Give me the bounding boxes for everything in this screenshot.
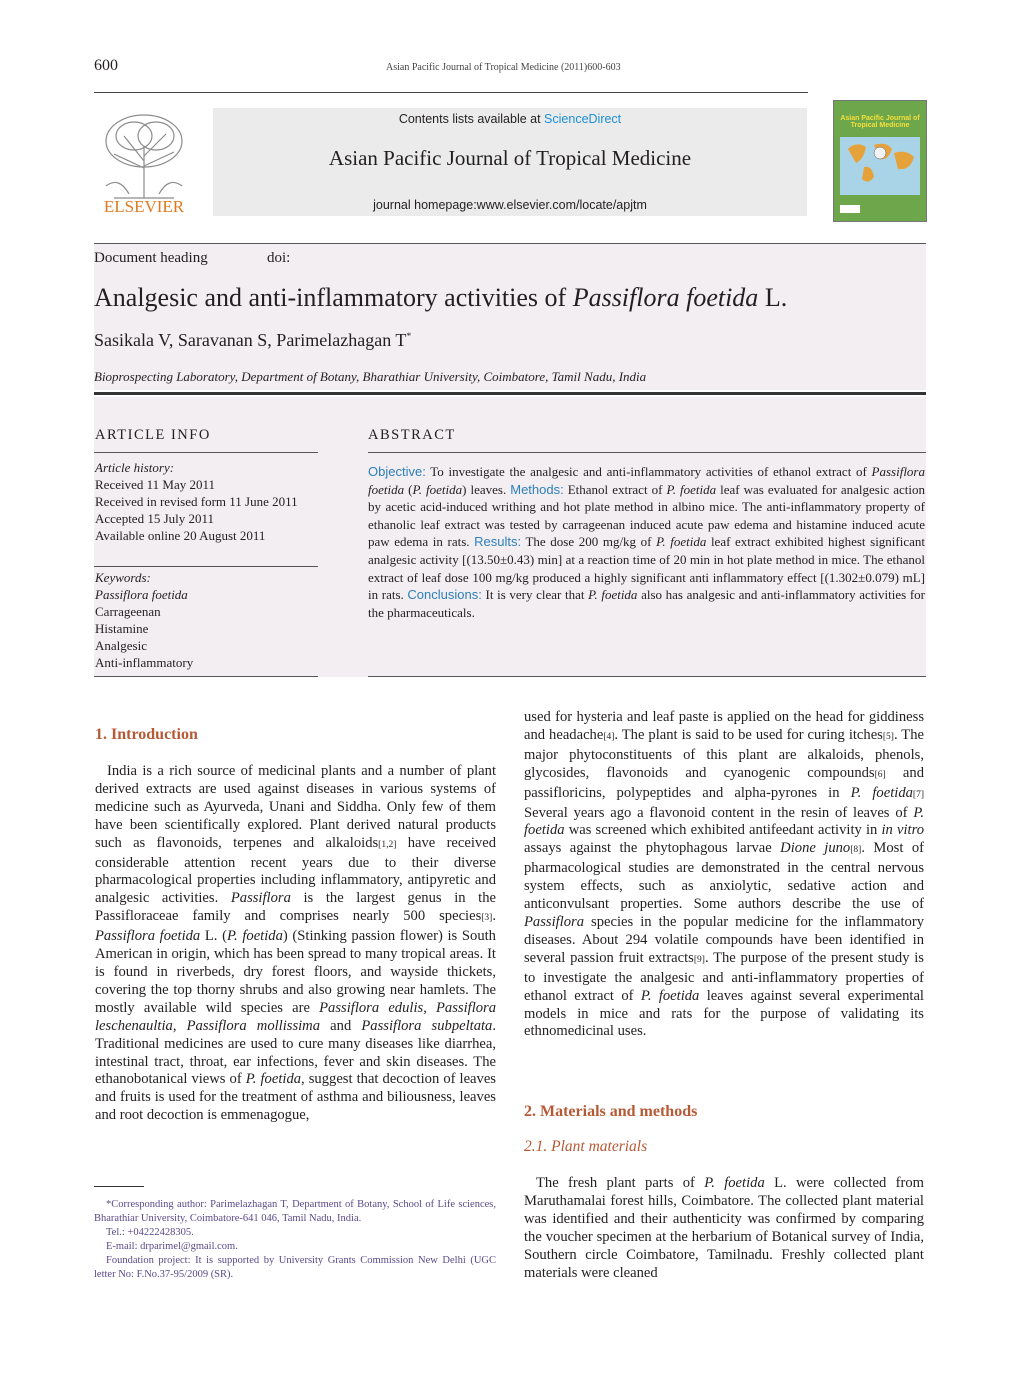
abstract-heading: ABSTRACT [368,427,456,443]
keyword: Carrageenan [95,604,161,619]
plant-materials-heading: 2.1. Plant materials [524,1138,648,1155]
title-rule [94,392,926,395]
journal-banner [213,108,807,216]
elsevier-logo [94,106,194,216]
abstract-text: Objective: To investigate the analgesic and anti-inflammatory activities of ethanol extract of Passiflora foetida (P. foetida) leaves. Methods: Ethanol extract of P. foetida leaf was evaluated for analgesic action by acetic acid-induced writhing and hot plate method in albino mice. The anti-inflammatory property of ethanolic leaf extract was tested by carrageenan induced acute paw edema and histamine induced acute paw edema in rats. Results: The dose 200 mg/kg of P. foetida leaf extract exhibited highest significant analgesic activity [(13.50±0.43) min] at a reaction time of 20 min in hot plate method in mice. The ethanol extract of leaf dose 100 mg/kg produced a highly significant anti inflammatory effect [(1.302±0.079) mL] in rats. Conclusions: It is very clear that P. foetida also has analgesic and anti-inflammatory activities for the pharmaceuticals. [368,464,926,620]
journal-cover-image [833,100,927,222]
corresponding-mark: * [406,332,412,342]
keywords: Keywords: Passiflora foetida Carrageenan Histamine Analgesic Anti-inflammatory [95,570,194,670]
abstract-rule [368,452,926,453]
email-note: E-mail: drparimel@gmail.com. [106,1241,238,1252]
introduction-heading: 1. Introduction [95,726,198,743]
tree-logo-icon [94,106,194,216]
journal-title: Asian Pacific Journal of Tropical Medicine [328,146,692,170]
introduction-text: India is a rich source of medicinal plants and a number of plant derived extracts are used against diseases in various systems of medicine such as Ayurveda, Unani and Siddha. Only few of them have been scientifically explored. Plant derived natural products such as flavonoids, terpenes and alkaloids[1,2] have received considerable attention recent years due to their diverse pharmacological properties including inflammatory, antipyretic and analgesic activities. Passiflora is the largest genus in the Passifloraceae family and comprises nearly 500 species[3]. Passiflora foetida L. (P. foetida) (Stinking passion flower) is South American in origin, which has been spread to many tropical areas. It is found in riverbeds, dry forest floors, and wayside thickets, covering the top thorny shrubs and also growing near hamlets. The mostly available wild species are Passiflora edulis, Passiflora leschenaultia, Passiflora mollissima and Passiflora subpeltata. Traditional medicines are used to cure many diseases like diarrhea, intestinal tract, throat, ear infections, fever and skin diseases. The ethanobotanical views of P. foetida, suggest that decoction of leaves and fruits is used for the treatment of asthma and biliousness, leaves and root decoction is emmenagogue, [95,763,497,1124]
footnotes [94,1198,496,1282]
article-info-heading: ARTICLE INFO [95,427,211,443]
article-history: Article history: Received 11 May 2011 Received in revised form 11 June 2011 Accepted 15 July 2011 Available online 20 August 2011 [95,460,298,543]
info-rule [94,676,318,677]
materials-methods-heading: 2. Materials and methods [524,1103,698,1120]
info-rule [94,452,318,453]
keyword: Passiflora foetida [95,587,188,602]
corresponding-author-note: *Corresponding author: Parimelazhagan T, Department of Botany, School of Life sciences, Bharathiar University, Coimbatore-641 046, Tamil Nadu, India. [94,1199,496,1224]
page-number: 600 [94,57,118,74]
doi-label: doi: [267,250,291,266]
article-title: Analgesic and anti-inflammatory activities of Passiflora foetida L. [94,283,788,312]
journal-homepage[interactable]: journal homepage:www.elsevier.com/locate/apjtm [373,198,647,212]
world-map-icon [834,101,926,221]
affiliation: Bioprospecting Laboratory, Department of Botany, Bharathiar University, Coimbatore, Tamil Nadu, India [94,369,647,384]
keyword: Anti-inflammatory [95,655,194,670]
contents-line: Contents lists available at ScienceDirect [398,112,622,126]
document-heading: Document heading [94,250,208,266]
running-title: Asian Pacific Journal of Tropical Medicine (2011)600-603 [386,62,621,73]
header-rule [94,92,808,93]
telephone-note: Tel.: +04222428305. [106,1227,194,1238]
footnote-rule [94,1186,144,1187]
elsevier-wordmark: ELSEVIER [103,197,185,216]
cover-title: Asian Pacific Journal of Tropical Medicine [840,115,920,129]
keyword: Histamine [95,621,149,636]
plant-materials-text: The fresh plant parts of P. foetida L. were collected from Maruthamalai forest hills, Coimbatore. The collected plant material was identified and their authenticity was confirmed by comparing the voucher specimen at the herbarium of Botanical survey of India, Southern circle Coimbatore, Tamilnadu. Freshly collected plant materials were cleaned [524,1175,925,1281]
keyword: Analgesic [95,638,147,653]
abstract-rule [368,676,926,677]
foundation-note: Foundation project: It is supported by University Grants Commission New Delhi (UGC letter No: F.No.37-95/2009 (SR). [94,1255,496,1280]
sciencedirect-link[interactable]: ScienceDirect [544,112,622,126]
author-list: Sasikala V, Saravanan S, Parimelazhagan T* [94,330,412,350]
introduction-continued: used for hysteria and leaf paste is applied on the head for giddiness and headache[4]. The plant is said to be used for curing itches[5]. The major phytoconstituents of this plant are alkaloids, phenols, glycosides, flavonoids and cyanogenic compounds[6] and passifloricins, polypeptides and alpha-pyrones in P. foetida[7] Several years ago a flavonoid content in the resin of leaves of P. foetida was screened which exhibited antifeedant activity in in vitro assays against the phytophagous larvae Dione juno[8]. Most of pharmacological studies are demonstrated in the central nervous system effects, such as anxiolytic, sedative action and anticonvulsant properties. Some authors describe the use of Passiflora species in the popular medicine for the inflammatory diseases. About 294 volatile compounds have been identified in several passion fruit extracts[9]. The purpose of the present study is to investigate the analgesic and anti-inflammatory properties of ethanol extract of P. foetida leaves against several experimental models in mice and rats for the purpose of validating its ethnomedicinal uses. [524,709,924,1040]
info-rule [94,566,318,567]
